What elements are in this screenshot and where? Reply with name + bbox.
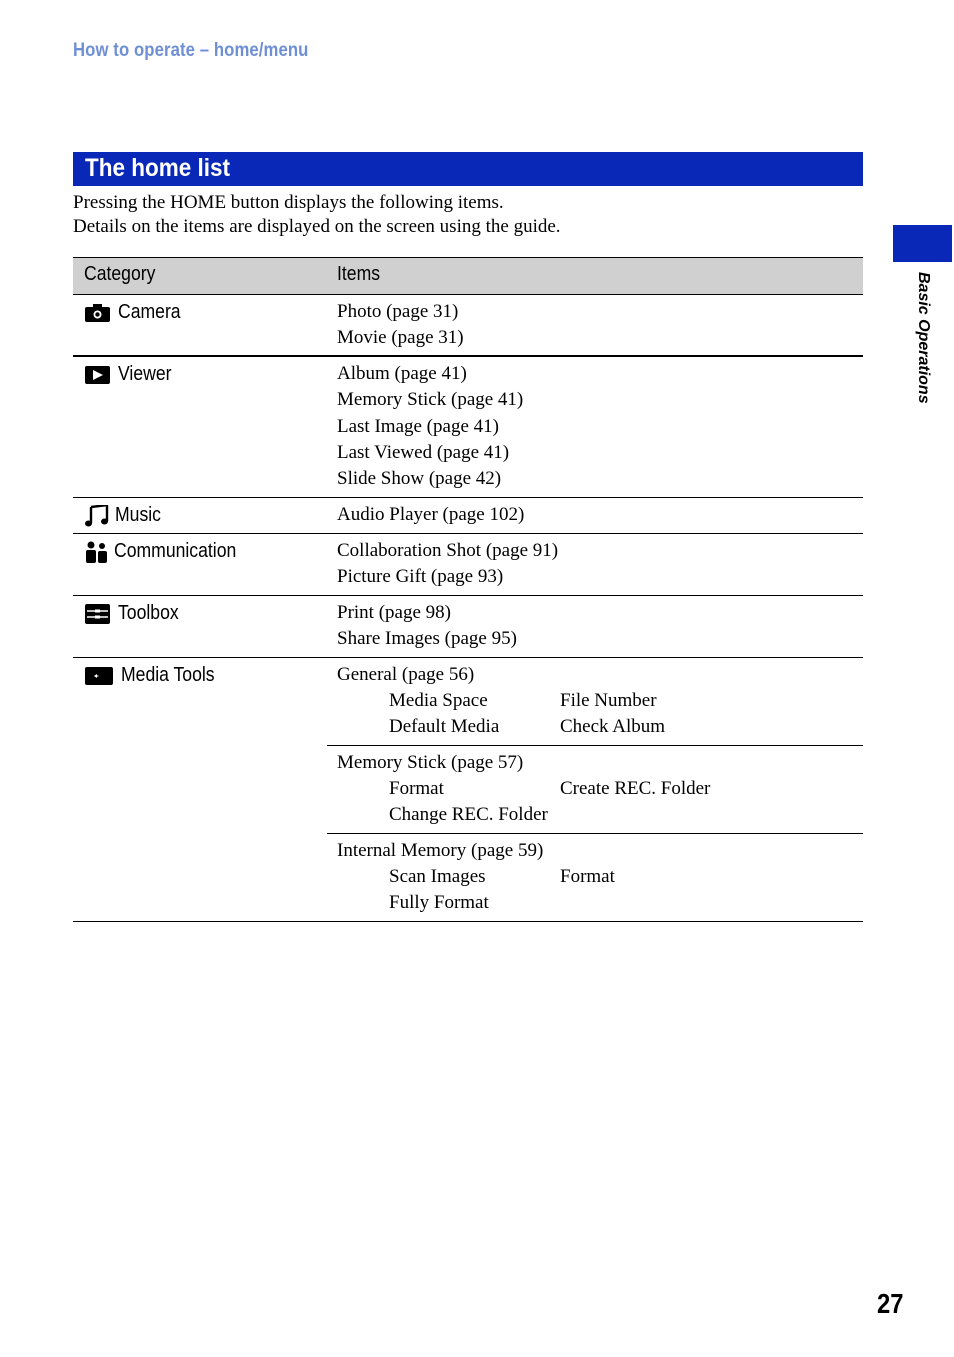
items-cell <box>337 596 863 658</box>
group-general <box>327 658 863 746</box>
music-note-icon <box>85 505 109 527</box>
category-label: Viewer <box>118 363 172 385</box>
category-viewer <box>85 363 179 386</box>
list-item: Scan Images <box>389 866 486 887</box>
list-item: Print (page 98) <box>337 602 451 623</box>
list-item: Fully Format <box>389 892 489 913</box>
items-cell <box>337 357 863 497</box>
list-item: Last Viewed (page 41) <box>337 441 510 463</box>
breadcrumb[interactable]: How to operate – home/menu <box>73 40 309 61</box>
list-item: Change REC. Folder <box>389 804 548 825</box>
play-icon <box>85 366 110 384</box>
group-entries <box>337 688 863 740</box>
group-title: General (page 56) <box>337 664 475 685</box>
table-header <box>73 257 863 295</box>
category-music <box>85 504 167 527</box>
table-row <box>73 534 863 596</box>
list-item: Format <box>389 778 444 799</box>
people-icon <box>85 541 108 563</box>
intro-line-2: Details on the items are displayed on the screen using the guide. <box>73 216 561 237</box>
camera-icon <box>85 304 110 322</box>
list-item: Default Media <box>389 716 500 737</box>
table-row <box>73 357 863 498</box>
category-label: Camera <box>118 301 181 323</box>
group-internal-memory <box>327 834 863 921</box>
list-item: Check Album <box>560 716 666 737</box>
items-cell <box>337 295 863 357</box>
list-item: Audio Player (page 102) <box>337 504 525 525</box>
list-item <box>560 890 760 916</box>
group-entries <box>337 864 863 916</box>
side-label-text: Basic Operations <box>915 272 932 404</box>
list-item: Memory Stick (page 41) <box>337 389 524 411</box>
list-item <box>560 802 760 828</box>
category-label: Media Tools <box>121 664 215 686</box>
side-label <box>912 272 932 422</box>
group-title: Internal Memory (page 59) <box>337 840 544 861</box>
list-item: Movie (page 31) <box>337 327 464 349</box>
toolbox-icon <box>85 604 110 624</box>
intro-text <box>73 191 863 239</box>
category-media-tools <box>85 664 227 687</box>
items-cell <box>337 498 863 533</box>
category-label: Communication <box>114 540 237 562</box>
list-item: Album (page 41) <box>337 363 467 384</box>
table-row <box>73 658 863 922</box>
list-item: Format <box>560 866 615 887</box>
category-communication <box>85 540 253 563</box>
group-title: Memory Stick (page 57) <box>337 752 524 773</box>
list-item: Slide Show (page 42) <box>337 468 502 490</box>
side-tab <box>893 225 952 262</box>
table-row <box>73 498 863 534</box>
list-item: Last Image (page 41) <box>337 415 499 437</box>
table-row <box>73 295 863 357</box>
category-toolbox <box>85 602 187 625</box>
list-item: Collaboration Shot (page 91) <box>337 540 559 561</box>
home-list-table <box>73 257 863 922</box>
group-memory-stick <box>327 746 863 834</box>
media-tools-groups <box>327 658 863 921</box>
media-card-icon <box>85 667 113 685</box>
header-category: Category <box>84 263 156 285</box>
list-item: Create REC. Folder <box>560 778 711 799</box>
section-title: The home list <box>85 154 231 182</box>
list-item: File Number <box>560 690 657 711</box>
table-row <box>73 596 863 658</box>
category-label: Toolbox <box>118 602 179 624</box>
page-number: 27 <box>877 1288 904 1319</box>
list-item: Photo (page 31) <box>337 301 459 322</box>
category-camera <box>85 301 189 324</box>
category-label: Music <box>115 504 161 526</box>
list-item: Picture Gift (page 93) <box>337 566 504 588</box>
group-entries <box>337 776 863 828</box>
items-cell <box>337 534 863 596</box>
section-header <box>73 152 863 186</box>
header-items: Items <box>337 263 381 285</box>
list-item: Media Space <box>389 690 488 711</box>
list-item: Share Images (page 95) <box>337 628 517 650</box>
intro-line-1: Pressing the HOME button displays the following items. <box>73 192 504 213</box>
